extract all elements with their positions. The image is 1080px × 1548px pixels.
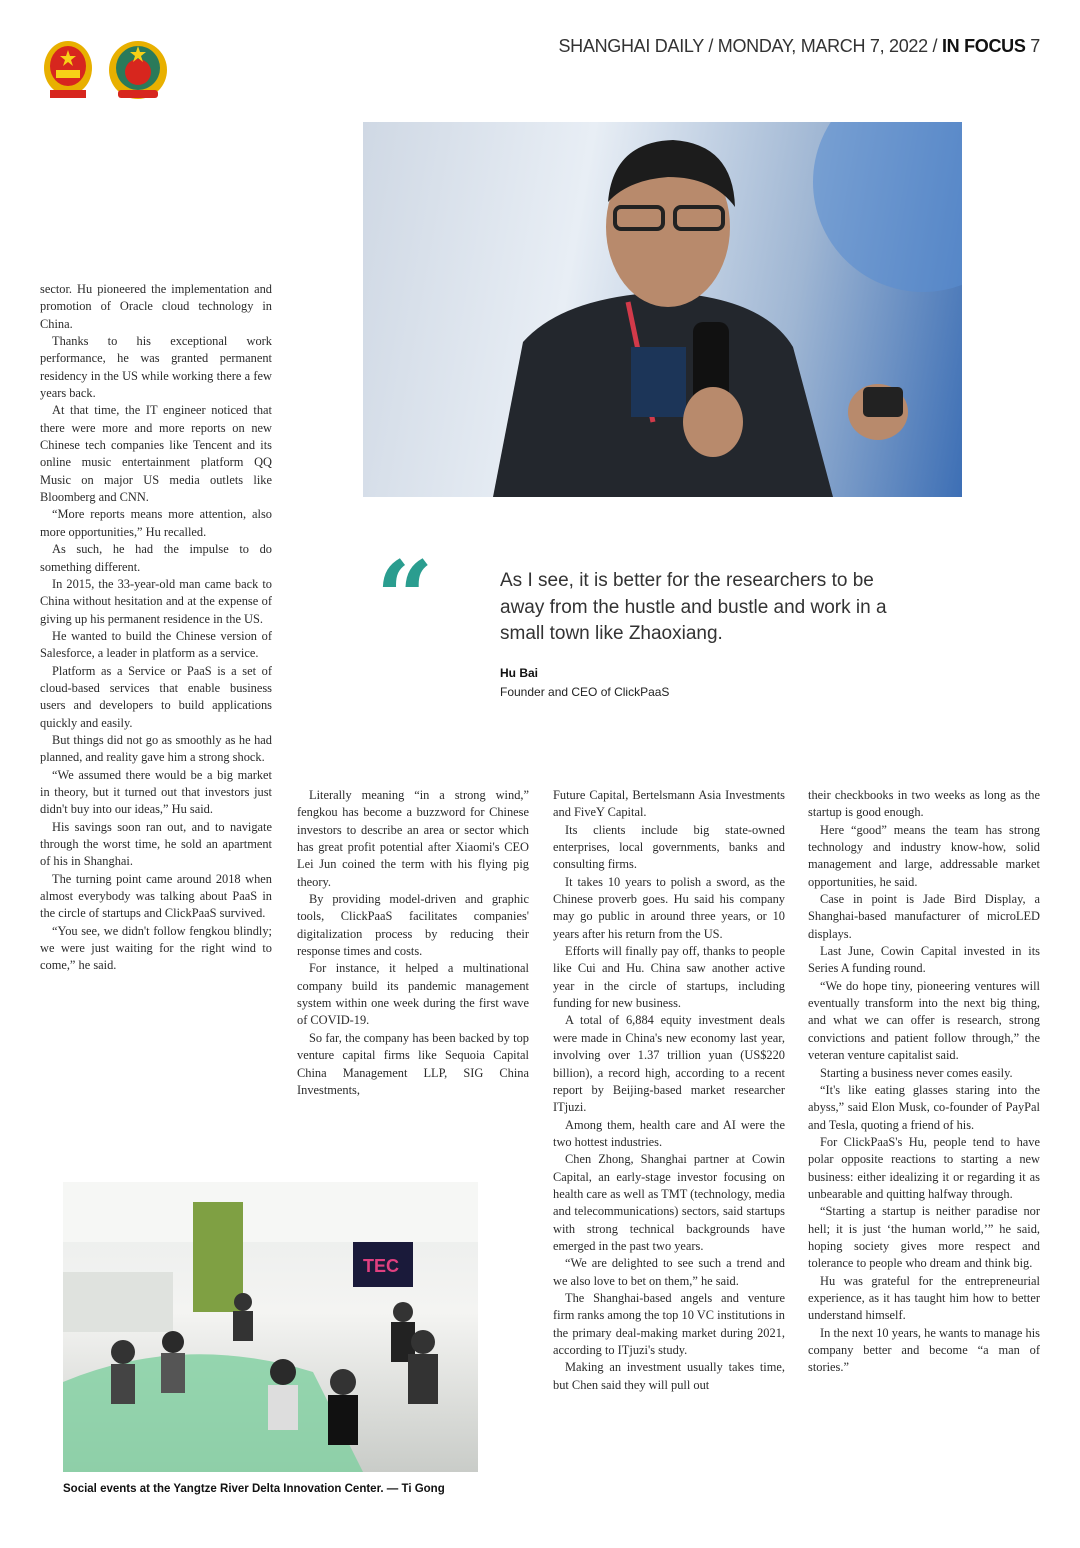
paragraph: Here “good” means the team has strong technology and industry know-how, solid management and large, addressable market opportunities, he said. <box>808 822 1040 889</box>
paragraph: Starting a business never comes easily. <box>820 1065 1013 1080</box>
paragraph: The Shanghai-based angels and venture firm ranks among the top 10 VC institutions in the primary deal-making market during 2021, according to ITjuzi's study. <box>553 1290 785 1357</box>
paragraph: Among them, health care and AI were the two hottest industries. <box>553 1117 785 1149</box>
paragraph: Thanks to his exceptional work performance, he was granted permanent residency in the US while working there a few years back. <box>40 334 272 401</box>
paragraph: As such, he had the impulse to do something different. <box>40 542 272 574</box>
svg-text:TEC: TEC <box>363 1256 399 1276</box>
page-number: 7 <box>1025 36 1040 56</box>
section-name: IN FOCUS <box>941 36 1026 56</box>
speaker-photo <box>363 122 962 497</box>
paragraph: Making an investment usually takes time, but Chen said they will pull out <box>553 1360 785 1392</box>
paragraph: For instance, it helped a multinational company build its pandemic management system within one week during the first wave of COVID-19. <box>297 961 529 1028</box>
paragraph: In the next 10 years, he wants to manage his company better and become “a man of stories.” <box>808 1325 1040 1375</box>
national-emblem-icon <box>40 38 96 102</box>
paragraph: “We assumed there would be a big market in theory, but it turned out that investors just didn't buy into our ideas,” Hu said. <box>40 767 272 817</box>
pull-quote-text: As I see, it is better for the researchers to be away from the hustle and bustle and work in a small town like Zhaoxiang. <box>500 570 887 644</box>
paragraph: He wanted to build the Chinese version of Salesforce, a leader in platform as a service. <box>40 628 272 661</box>
paragraph: Hu was grateful for the entrepreneurial experience, as it has taught him how to better understand himself. <box>808 1273 1040 1323</box>
paragraph: Chen Zhong, Shanghai partner at Cowin Capital, an early-stage investor focusing on health care as well as TMT (technology, media and telecommunications) sectors, said startups with strong technical backgrounds have emerged in the past two years. <box>553 1152 786 1253</box>
paragraph: So far, the company has been backed by top venture capital firms like Sequoia Capital China Management LLP, SIG China Investments, <box>297 1030 529 1097</box>
paragraph: “We are delighted to see such a trend and we also love to bet on them,” he said. <box>553 1256 785 1288</box>
paragraph: A total of 6,884 equity investment deals were made in China's new economy last year, involving over 1.37 trillion yuan (US$220 billion), a record high, according to a recent report by Beijing-based market researcher ITjuzi. <box>553 1013 785 1115</box>
paragraph: sector. Hu pioneered the implementation and promotion of Oracle cloud technology in China. <box>40 282 272 331</box>
paragraph: In 2015, the 33-year-old man came back to China without hesitation and at the expense of giving up his permanent residence in the US. <box>40 576 272 626</box>
cppcc-emblem-icon <box>106 38 170 104</box>
paragraph: Case in point is Jade Bird Display, a Shanghai-based manufacturer of microLED displays. <box>808 892 1040 941</box>
paragraph: Last June, Cowin Capital invested in its Series A funding round. <box>808 944 1040 976</box>
article-column-3 <box>553 787 785 1394</box>
publication-dateline: SHANGHAI DAILY / MONDAY, MARCH 7, 2022 / <box>558 36 942 56</box>
paragraph: Platform as a Service or PaaS is a set of cloud-based services that enable business users and developers to build applications quickly and easily. <box>40 663 272 730</box>
paragraph: Literally meaning “in a strong wind,” fengkou has become a buzzword for Chinese investors to describe an area or sector which has great profit potential after Xiaomi's CEO Lei Jun coined the term with his flying pig theory. <box>297 788 529 889</box>
photo-caption: Social events at the Yangtze River Delta Innovation Center. — Ti Gong <box>63 1483 445 1495</box>
pull-quote-role: Founder and CEO of ClickPaaS <box>500 685 670 699</box>
paragraph: “It's like eating glasses staring into the abyss,” said Elon Musk, co-founder of PayPal and Tesla, quoting a friend of his. <box>808 1082 1040 1132</box>
paragraph: By providing model-driven and graphic tools, ClickPaaS facilitates companies' digitalization process by reducing their response times and costs. <box>297 892 529 959</box>
article-column-2 <box>297 787 529 1099</box>
paragraph: “You see, we didn't follow fengkou blindly; we were just waiting for the right wind to come,” he said. <box>40 923 272 973</box>
article-column-4 <box>808 787 1040 1377</box>
paragraph: The turning point came around 2018 when almost everybody was talking about PaaS in the circle of startups and ClickPaaS survived. <box>40 871 272 921</box>
paragraph: But things did not go as smoothly as he had planned, and reality gave him a strong shock. <box>40 732 272 765</box>
paragraph: His savings soon ran out, and to navigate through the worst time, he sold an apartment of his in Shanghai. <box>40 819 272 869</box>
paragraph: Efforts will finally pay off, thanks to people like Cui and Hu. China saw another active year in the circle of startups, including funding for new business. <box>553 944 785 1011</box>
page-header <box>558 36 1040 57</box>
pull-quote-name: Hu Bai <box>500 666 539 680</box>
paragraph: For ClickPaaS's Hu, people tend to have polar opposite reactions to starting a new business: either idealizing it or regarding it as unbearable and quitting halfway through. <box>808 1134 1040 1201</box>
event-photo <box>63 1182 478 1472</box>
paragraph: “We do hope tiny, pioneering ventures will eventually transform into the next big thing, and what we can offer is research, strong convictions and patient follow through,” the veteran venture capitalist said. <box>808 978 1040 1063</box>
paragraph: Its clients include big state-owned enterprises, local governments, banks and consulting firms. <box>553 822 785 872</box>
paragraph: At that time, the IT engineer noticed that there were more and more reports on new Chinese tech companies like Tencent and its online music entertainment platform QQ Music on major US media outlets like Bloomberg and CNN. <box>40 403 272 505</box>
paragraph: their checkbooks in two weeks as long as the startup is good enough. <box>808 788 1040 820</box>
paragraph: “More reports means more attention, also more opportunities,” Hu recalled. <box>40 507 272 539</box>
article-column-1 <box>40 281 272 975</box>
paragraph: “Starting a startup is neither paradise nor hell; it is just ‘the human world,’” he said, hoping society gives more respect and tolerance to people who dream and think big. <box>808 1204 1040 1271</box>
paragraph: It takes 10 years to polish a sword, as the Chinese proverb goes. Hu said his company may go public in around three years, or 10 years after his return from the US. <box>553 874 785 941</box>
paragraph: Future Capital, Bertelsmann Asia Investments and FiveY Capital. <box>553 788 785 820</box>
quote-mark-icon: “ <box>376 539 434 657</box>
